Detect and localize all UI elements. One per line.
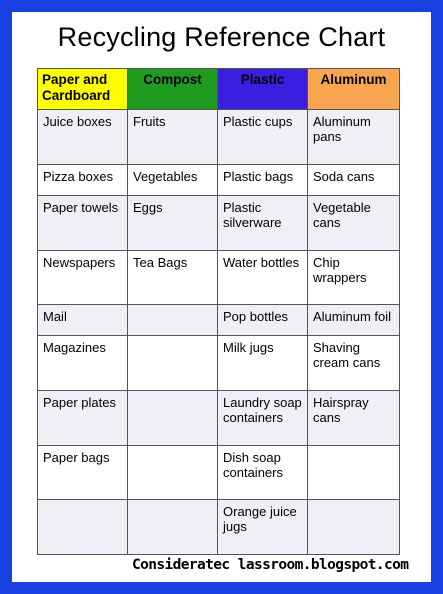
table-row	[38, 195, 400, 250]
cell-paper: Mail	[38, 305, 128, 336]
header-aluminum: Aluminum	[308, 69, 400, 110]
cell-paper: Pizza boxes	[38, 164, 128, 195]
table-body	[38, 110, 400, 555]
cell-compost: Vegetables	[128, 164, 218, 195]
cell-compost	[128, 391, 218, 446]
table-row	[38, 391, 400, 446]
cell-aluminum	[308, 500, 400, 555]
cell-plastic: Milk jugs	[218, 336, 308, 391]
cell-compost	[128, 305, 218, 336]
chart-title: Recycling Reference Chart	[57, 22, 386, 52]
cell-aluminum: Hairspray cans	[308, 391, 400, 446]
header-paper-cardboard: Paper and Cardboard	[38, 69, 128, 110]
table-row	[38, 110, 400, 165]
header-row	[38, 69, 400, 110]
cell-plastic: Dish soap containers	[218, 445, 308, 500]
cell-plastic: Water bottles	[218, 250, 308, 305]
cell-aluminum: Aluminum pans	[308, 110, 400, 165]
cell-paper: Paper bags	[38, 445, 128, 500]
cell-plastic: Plastic cups	[218, 110, 308, 165]
cell-plastic: Plastic silverware	[218, 195, 308, 250]
cell-plastic: Pop bottles	[218, 305, 308, 336]
cell-compost	[128, 500, 218, 555]
table-row	[38, 336, 400, 391]
header-compost: Compost	[128, 69, 218, 110]
header-plastic: Plastic	[218, 69, 308, 110]
cell-compost	[128, 336, 218, 391]
cell-paper: Juice boxes	[38, 110, 128, 165]
cell-plastic: Orange juice jugs	[218, 500, 308, 555]
cell-paper	[38, 500, 128, 555]
cell-compost: Fruits	[128, 110, 218, 165]
table-row	[38, 445, 400, 500]
cell-paper: Paper plates	[38, 391, 128, 446]
cell-compost	[128, 445, 218, 500]
cell-plastic: Laundry soap containers	[218, 391, 308, 446]
cell-aluminum: Chip wrappers	[308, 250, 400, 305]
recycling-table	[37, 68, 400, 555]
cell-plastic: Plastic bags	[218, 164, 308, 195]
cell-aluminum: Soda cans	[308, 164, 400, 195]
table-row	[38, 164, 400, 195]
cell-aluminum	[308, 445, 400, 500]
cell-paper: Magazines	[38, 336, 128, 391]
blog-url: Consideratec lassroom.blogspot.com	[132, 557, 409, 573]
table-row	[38, 250, 400, 305]
table-row	[38, 500, 400, 555]
cell-aluminum: Aluminum foil	[308, 305, 400, 336]
cell-paper: Newspapers	[38, 250, 128, 305]
cell-paper: Paper towels	[38, 195, 128, 250]
table-row	[38, 305, 400, 336]
cell-aluminum: Shaving cream cans	[308, 336, 400, 391]
cell-compost: Eggs	[128, 195, 218, 250]
cell-aluminum: Vegetable cans	[308, 195, 400, 250]
cell-compost: Tea Bags	[128, 250, 218, 305]
